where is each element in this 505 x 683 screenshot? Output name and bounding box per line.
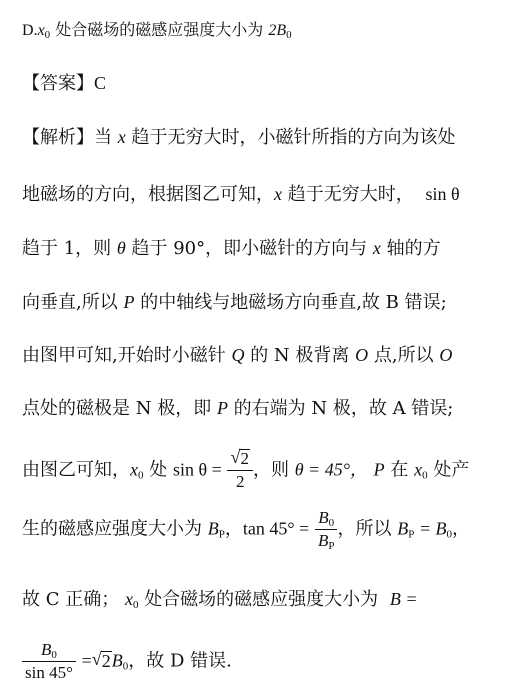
option-d-value: 2B	[268, 22, 287, 39]
var-b: B	[41, 640, 52, 659]
fraction-sqrt2-over-2: √ 2 2	[227, 449, 253, 492]
text: 处	[149, 459, 168, 481]
option-d-text: 处合磁场的磁感应强度大小为	[55, 20, 264, 39]
subscript: 0	[44, 29, 51, 41]
sin-theta: sin θ	[425, 184, 460, 204]
analysis-line-7	[22, 449, 495, 492]
var-x: x	[117, 127, 126, 147]
fraction-b0-over-bp	[315, 508, 338, 551]
text: 故 C 正确；	[22, 589, 120, 610]
text: 地磁场的方向，根据图乙可知，	[22, 184, 274, 205]
option-d-line	[22, 19, 495, 42]
var-p: P	[216, 398, 228, 418]
var-b: B	[111, 650, 123, 671]
text: 点处的磁极是 N 极，即	[22, 398, 212, 419]
analysis-line-2	[22, 183, 495, 206]
subscript: 0	[446, 528, 452, 541]
subscript: 0	[328, 517, 335, 529]
var-x: x	[37, 22, 45, 39]
answer-value: C	[94, 73, 107, 93]
text: 向垂直,所以	[22, 292, 118, 313]
analysis-line-1	[22, 126, 495, 149]
subscript: P	[218, 528, 225, 541]
subscript: 0	[51, 649, 57, 661]
answer-label: 【答案】	[22, 73, 94, 94]
denominator: 2	[235, 472, 245, 491]
theta-eq: θ = 45°，	[294, 459, 368, 480]
answer-line	[22, 72, 495, 95]
tan-45: ，tan 45° =	[224, 518, 310, 539]
var-o: O	[355, 345, 369, 365]
sqrt-2: √ 2	[91, 648, 111, 671]
text: 趋于无穷大时，	[287, 184, 414, 205]
option-d-prefix: D.	[22, 22, 38, 39]
var-o: O	[439, 345, 453, 365]
var-p: P	[373, 459, 385, 480]
text: 趋于无穷大时，小磁针所指的方向为该处	[131, 127, 456, 148]
analysis-line-6	[22, 397, 495, 420]
text: 趋于 90°，即小磁针的方向与	[131, 238, 368, 259]
text: 趋于 1，则	[22, 238, 112, 259]
text: 的右端为 N 极，故 A 错误;	[233, 398, 454, 419]
subscript: 0	[286, 29, 292, 41]
subscript: 0	[422, 469, 428, 482]
var-x: x	[130, 459, 138, 480]
var-b: B	[207, 518, 219, 539]
var-b: B	[317, 531, 329, 550]
text: 由图甲可知,开始时小磁针	[22, 345, 226, 366]
text: 由图乙可知，	[22, 459, 130, 481]
var-x: x	[414, 459, 423, 480]
text: 处产	[433, 459, 470, 481]
analysis-line-4	[22, 291, 495, 314]
var-x: x	[372, 238, 381, 258]
var-q: Q	[231, 345, 245, 365]
sin-theta-eq: sin θ =	[172, 459, 222, 480]
text: ，	[451, 518, 470, 540]
var-theta: θ	[116, 238, 126, 258]
subscript: 0	[122, 660, 129, 673]
text: 的 N 极背离	[250, 345, 350, 366]
sqrt-arg: 2	[240, 449, 249, 468]
text: 处合磁场的磁感应强度大小为	[144, 589, 379, 610]
var-x: x	[274, 184, 282, 204]
text: 当	[94, 127, 112, 148]
var-b: B	[318, 508, 329, 527]
analysis-label: 【解析】	[22, 127, 94, 148]
subscript: P	[408, 528, 415, 541]
text: 点,所以	[373, 345, 434, 366]
subscript: P	[328, 540, 335, 552]
analysis-line-5	[22, 344, 495, 367]
text: 生的磁感应强度大小为	[22, 518, 202, 540]
subscript: 0	[138, 469, 144, 482]
denominator: sin 45°	[25, 663, 73, 682]
analysis-line-8	[22, 508, 495, 551]
text: 的中轴线与地磁场方向垂直,故 B 错误;	[140, 292, 447, 313]
analysis-line-9	[22, 588, 495, 611]
subscript: 0	[132, 599, 139, 611]
analysis-line-10	[22, 640, 495, 683]
text: 轴的方	[386, 238, 441, 259]
text: ，所以	[337, 518, 392, 540]
sqrt-arg: 2	[101, 650, 111, 671]
fraction-b0-over-sin45	[22, 640, 76, 683]
var-b: = B	[414, 518, 447, 539]
var-x: x	[124, 589, 133, 609]
equals: =	[81, 650, 92, 671]
b-eq: B =	[389, 589, 418, 609]
var-b: B	[397, 518, 409, 539]
text: ，则	[252, 459, 289, 481]
analysis-line-3	[22, 237, 495, 260]
var-p: P	[123, 292, 135, 312]
text: 在	[390, 459, 409, 481]
text: ，故 D 错误.	[128, 650, 232, 672]
